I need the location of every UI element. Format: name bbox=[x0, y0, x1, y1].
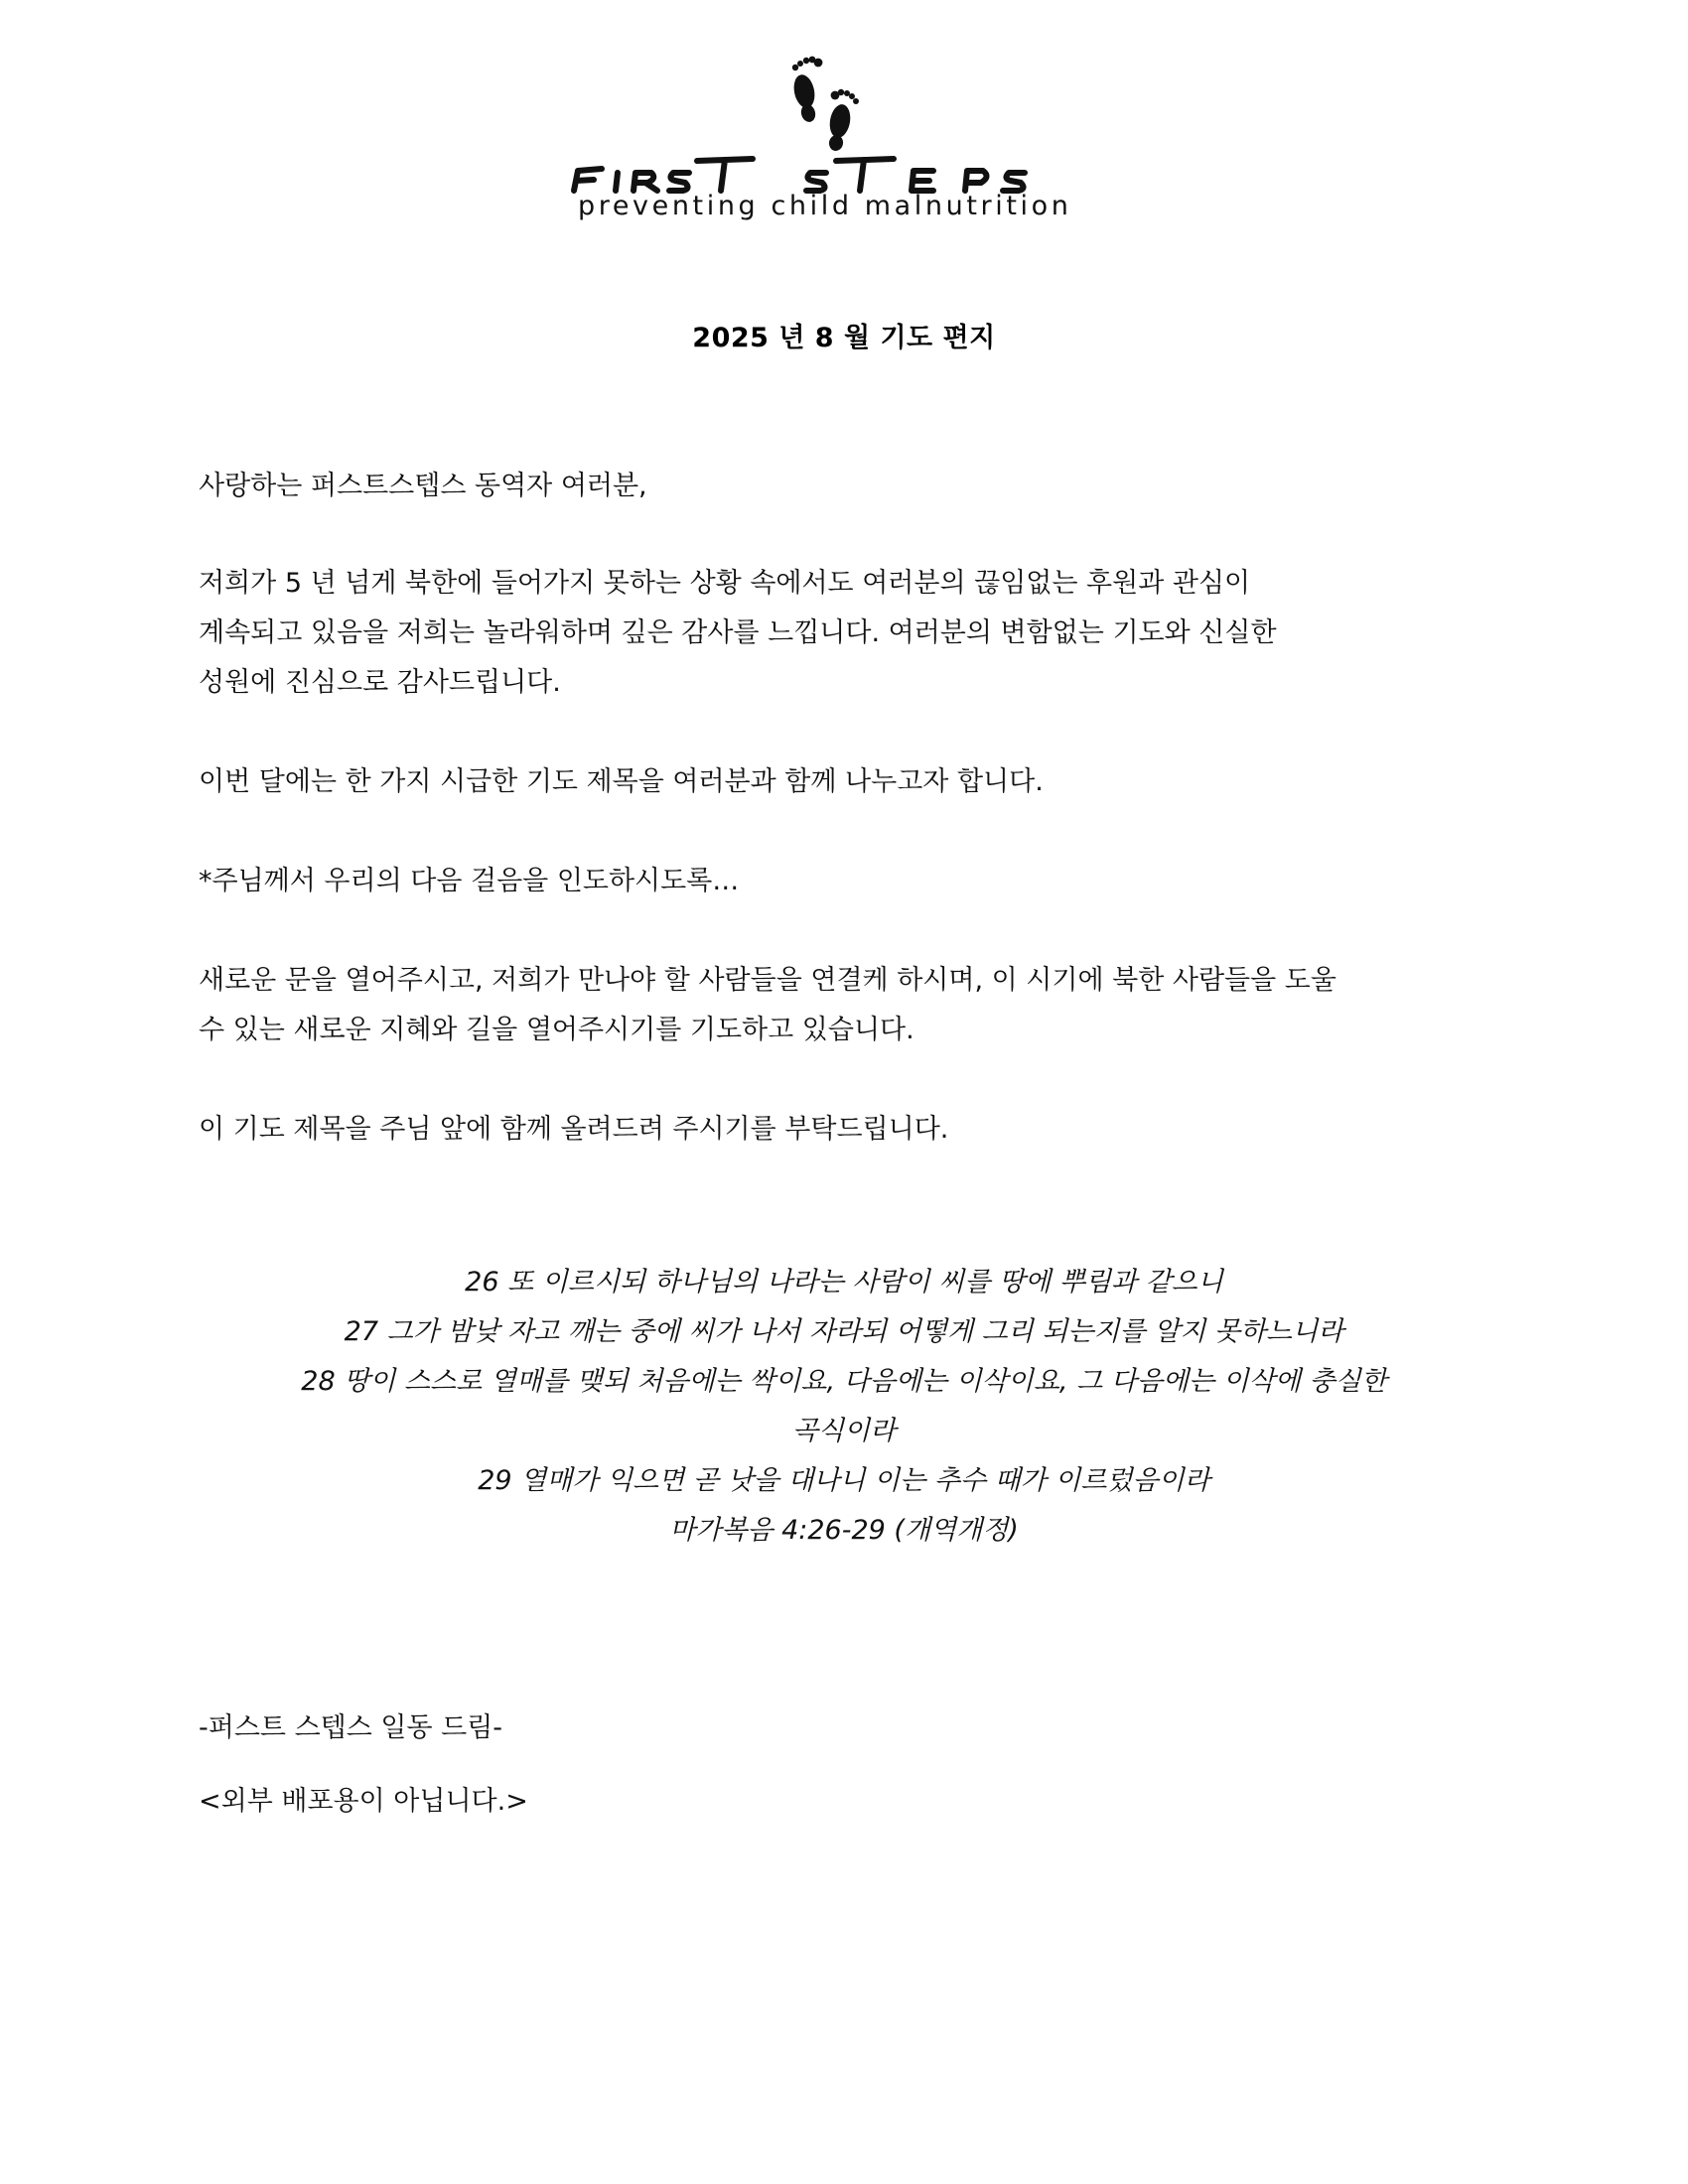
baby-footprints-icon bbox=[786, 52, 876, 151]
distribution-notice: <외부 배포용이 아닙니다.> bbox=[199, 1786, 528, 1817]
logo-tagline: preventing child malnutrition bbox=[578, 191, 1072, 221]
paragraph-line: 계속되고 있음을 저희는 놀라워하며 깊은 감사를 느낍니다. 여러분의 변함없는 기도와 신실한 bbox=[199, 617, 1277, 648]
paragraph-prayer-detail bbox=[199, 956, 1489, 1055]
paragraph-line: 수 있는 새로운 지혜와 길을 열어주시기를 기도하고 있습니다. bbox=[199, 1015, 914, 1045]
scripture-quote bbox=[199, 1258, 1489, 1556]
paragraph-thanks bbox=[199, 559, 1489, 708]
paragraph-prayer-topic bbox=[199, 857, 1489, 906]
greeting-text: 사랑하는 퍼스트스텝스 동역자 여러분, bbox=[199, 471, 647, 501]
paragraph-line: 새로운 문을 열어주시고, 저희가 만나야 할 사람들을 연결케 하시며, 이 시기에 북한 사람들을 도울 bbox=[199, 965, 1336, 996]
paragraph-line: 성원에 진심으로 감사드립니다. bbox=[199, 667, 561, 698]
paragraph-prayer-intro bbox=[199, 757, 1489, 807]
paragraph-line: 이번 달에는 한 가지 시급한 기도 제목을 여러분과 함께 나누고자 합니다. bbox=[199, 766, 1044, 797]
paragraph-line: 저희가 5 년 넘게 북한에 들어가지 못하는 상황 속에서도 여러분의 끊임없는 후원과 관심이 bbox=[199, 568, 1251, 599]
scripture-verse-28: 28 땅이 스스로 열매를 맺되 처음에는 싹이요, 다음에는 이삭이요, 그 다음에는 이삭에 충실한 bbox=[301, 1366, 1387, 1397]
letter-title: 2025 년 8 월 기도 편지 bbox=[692, 323, 996, 353]
first-steps-logo bbox=[566, 52, 1122, 230]
paragraph-line: *주님께서 우리의 다음 걸음을 인도하시도록… bbox=[199, 866, 740, 896]
scripture-verse-29: 29 열매가 익으면 곧 낫을 대나니 이는 추수 때가 이르렀음이라 bbox=[478, 1465, 1210, 1496]
scripture-verse-27: 27 그가 밤낮 자고 깨는 중에 씨가 나서 자라되 어떻게 그리 되는지를 알지 못하느니라 bbox=[344, 1316, 1344, 1347]
signature: -퍼스트 스텝스 일동 드림- bbox=[199, 1712, 503, 1743]
scripture-verse-26: 26 또 이르시되 하나님의 나라는 사람이 씨를 땅에 뿌림과 같으니 bbox=[465, 1267, 1223, 1297]
scripture-verse-28-cont: 곡식이라 bbox=[791, 1416, 897, 1446]
paragraph-request bbox=[199, 1105, 1489, 1155]
greeting bbox=[199, 462, 1489, 511]
scripture-reference: 마가복음 4:26-29 (개역개정) bbox=[669, 1515, 1019, 1546]
paragraph-line: 이 기도 제목을 주님 앞에 함께 올려드려 주시기를 부탁드립니다. bbox=[199, 1114, 949, 1145]
